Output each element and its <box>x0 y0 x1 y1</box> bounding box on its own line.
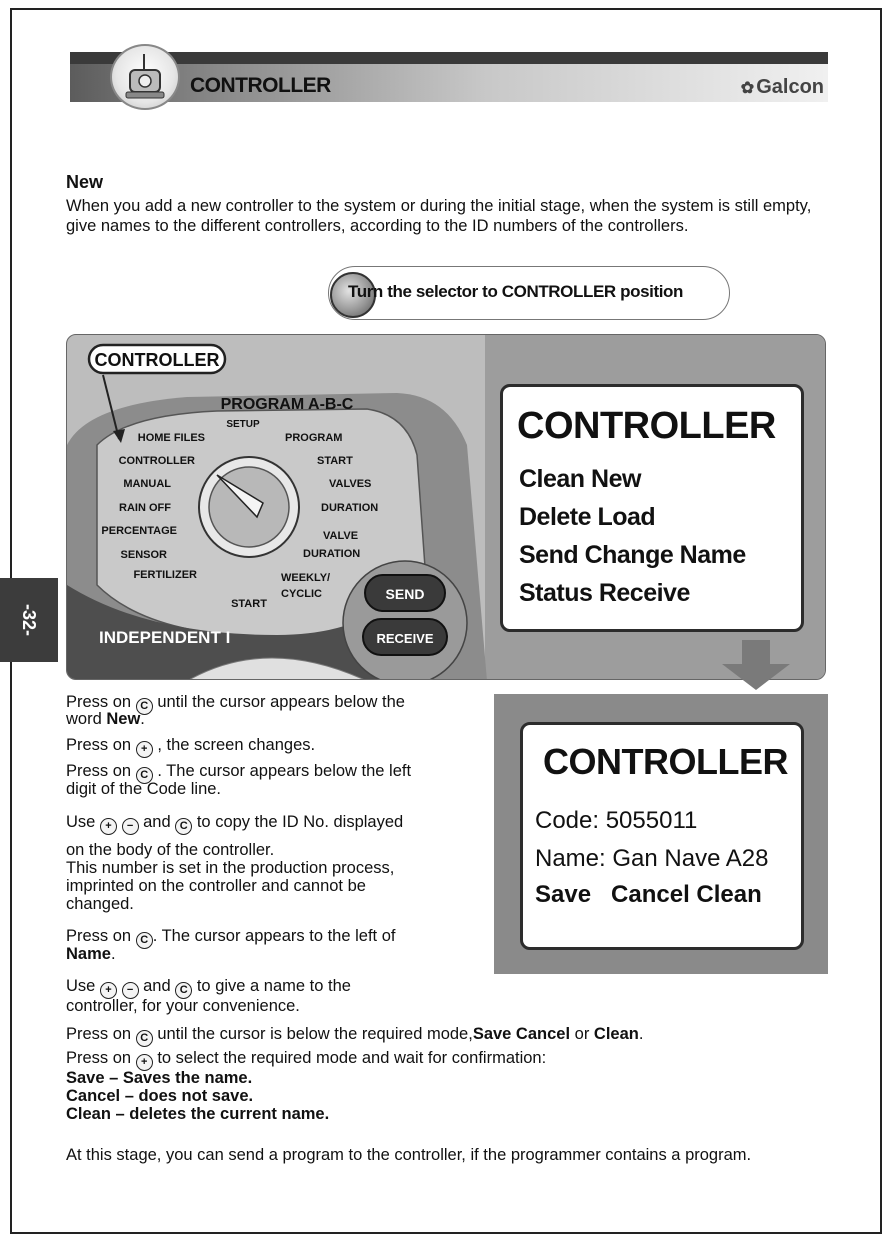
menu-line-2: Delete Load <box>519 503 656 531</box>
page-number-tab <box>0 578 58 662</box>
instr-text: , the screen changes. <box>157 736 316 754</box>
menu-line-4: Status Receive <box>519 579 690 607</box>
dial-label-duration: DURATION <box>321 502 379 514</box>
menu-line-3: Send Change Name <box>519 541 746 569</box>
dial-label-manual: MANUAL <box>123 478 171 490</box>
instr-text: to give a name to the <box>196 977 351 995</box>
page-number: -32- <box>19 603 39 636</box>
instr-text: Press on <box>66 927 132 945</box>
instr-text: word <box>66 710 102 728</box>
instr-text: Press on <box>66 736 132 754</box>
instr-text: Press on <box>66 1049 132 1067</box>
controller-callout: CONTROLLER <box>94 350 220 370</box>
minus-button-icon: − <box>122 818 139 835</box>
dial-label-start-bottom: START <box>231 598 267 610</box>
instr-text: to copy the ID No. displayed <box>196 813 404 831</box>
instr-text: to select the required mode and wait for confirmation: <box>157 1049 547 1067</box>
instr-text: or <box>574 1025 590 1043</box>
instr-text: . <box>638 1025 644 1043</box>
page-header <box>70 52 828 102</box>
final-paragraph: At this stage, you can send a program to the controller, if the programmer contains a program. <box>66 1146 752 1164</box>
controller-dial-illustration <box>67 335 487 680</box>
instruction-line <box>66 737 315 758</box>
instruction-line <box>66 711 145 728</box>
brand-logo <box>741 76 824 99</box>
menu-line-1: Clean New <box>519 465 641 493</box>
instr-text: Use <box>66 813 96 831</box>
screen-title: CONTROLLER <box>517 405 776 447</box>
intro-paragraph: When you add a new controller to the system or during the initial stage, when the system is still empty, give names to the different controllers, according to the ID numbers of the controllers. <box>66 197 812 235</box>
plus-button-icon: + <box>100 818 117 835</box>
instr-text: Press on <box>66 762 132 780</box>
instr-bold: Name <box>66 945 111 963</box>
send-button-label: SEND <box>385 586 425 602</box>
instr-bold: Clean <box>593 1025 639 1043</box>
instruction-line: changed. <box>66 895 134 913</box>
c-button-icon: C <box>175 982 192 999</box>
instr-text: . <box>110 945 116 963</box>
controller-device-icon <box>110 44 180 110</box>
receive-button-label: RECEIVE <box>376 631 434 646</box>
selector-note: Turn the selector to CONTROLLER position <box>348 282 684 301</box>
dial-label-start: START <box>317 455 353 467</box>
instruction-line <box>66 1050 546 1071</box>
instr-text: and <box>143 813 171 831</box>
name-line: Name: Gan Nave A28 <box>535 845 769 872</box>
dial-label-rain-off: RAIN OFF <box>119 502 171 514</box>
c-button-icon: C <box>136 767 153 784</box>
minus-button-icon: − <box>122 982 139 999</box>
instr-text: Press on <box>66 1025 132 1043</box>
dial-label-setup: SETUP <box>226 419 260 430</box>
instr-text: Press on <box>66 693 132 711</box>
code-line: Code: 5055011 <box>535 807 698 834</box>
header-title: CONTROLLER <box>190 74 331 97</box>
instruction-line <box>66 978 351 999</box>
instruction-line: imprinted on the controller and cannot be <box>66 877 366 895</box>
instruction-line: controller, for your convenience. <box>66 997 300 1015</box>
dial-label-percentage: PERCENTAGE <box>101 525 177 537</box>
c-button-icon: C <box>136 698 153 715</box>
lcd-screen-new <box>520 722 804 950</box>
instr-text: . <box>140 710 145 728</box>
dial-label-valves: VALVES <box>329 478 372 490</box>
save-description: Save – Saves the name. <box>66 1069 253 1087</box>
instr-text: until the cursor appears below the <box>157 693 405 711</box>
brand-name: Galcon <box>756 76 824 98</box>
section-heading: New <box>66 172 104 192</box>
instr-bold: New <box>106 710 141 728</box>
instr-text: and <box>143 977 171 995</box>
plus-button-icon: + <box>136 1054 153 1071</box>
independent-label: INDEPENDENT I <box>99 628 231 647</box>
dial-label-weekly: WEEKLY/ <box>281 572 331 584</box>
dial-label-fertilizer: FERTILIZER <box>133 569 197 581</box>
c-button-icon: C <box>175 818 192 835</box>
cancel-description: Cancel – does not save. <box>66 1087 254 1105</box>
instr-text: . The cursor appears below the left <box>157 762 412 780</box>
dial-label-valve: VALVE <box>323 530 359 542</box>
action-line: Save Cancel Clean <box>535 881 762 908</box>
brand-mark-icon: ✿ <box>740 80 755 97</box>
instruction-line <box>66 1026 643 1047</box>
plus-button-icon: + <box>136 741 153 758</box>
program-label: PROGRAM A-B-C <box>220 396 354 413</box>
dial-label-valve-duration: DURATION <box>303 548 361 560</box>
dial-label-cyclic: CYCLIC <box>281 588 322 600</box>
instruction-line: on the body of the controller. <box>66 841 275 859</box>
header-bar-top <box>70 52 828 64</box>
dial-label-sensor: SENSOR <box>120 549 167 561</box>
plus-button-icon: + <box>100 982 117 999</box>
clean-description: Clean – deletes the current name. <box>66 1105 330 1123</box>
screen2-title: CONTROLLER <box>543 741 788 782</box>
dial-label-home-files: HOME FILES <box>137 432 205 444</box>
instruction-line <box>66 946 116 963</box>
instruction-line: This number is set in the production process, <box>66 859 395 877</box>
instr-bold: Save Cancel <box>472 1025 571 1043</box>
c-button-icon: C <box>136 1030 153 1047</box>
c-button-icon: C <box>136 932 153 949</box>
lcd-screen-menu <box>500 384 804 632</box>
instr-text: until the cursor is below the required mode, <box>157 1025 473 1043</box>
arrow-down-icon <box>718 640 794 690</box>
dial-label-program: PROGRAM <box>285 432 343 444</box>
instr-text: Use <box>66 977 96 995</box>
dial-label-controller: CONTROLLER <box>118 455 195 467</box>
instruction-line <box>66 814 403 835</box>
instruction-line: digit of the Code line. <box>66 780 222 798</box>
instr-text: . The cursor appears to the left of <box>152 927 396 945</box>
